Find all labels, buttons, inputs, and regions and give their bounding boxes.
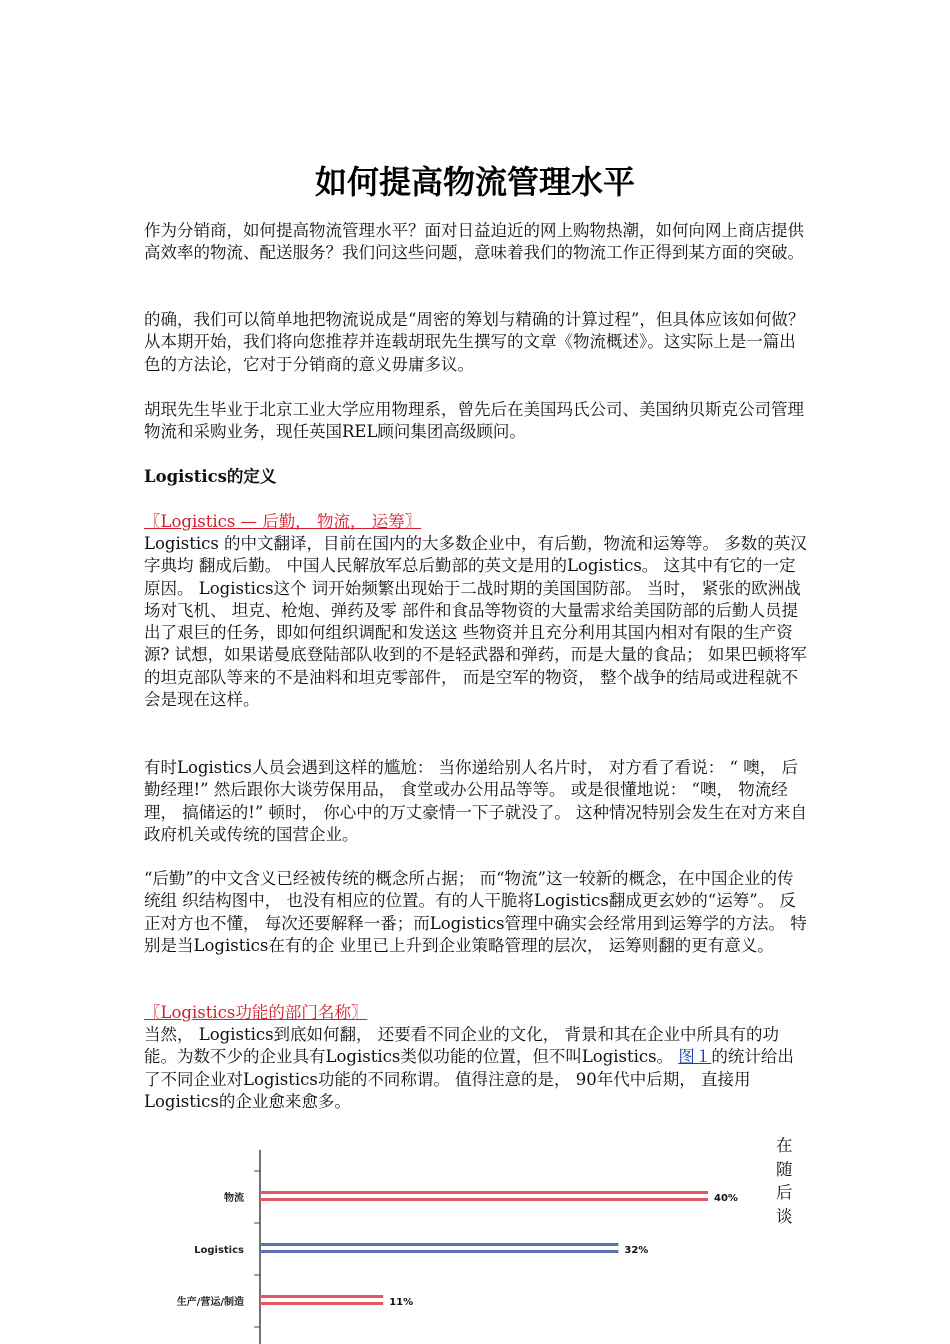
figure-1-link[interactable]: 图１ [678, 1047, 712, 1067]
side-note-char: 在 [776, 1136, 793, 1155]
side-note-char: 谈 [776, 1206, 793, 1226]
category-label: Logistics [194, 1245, 244, 1256]
section-2-paragraph-1 [144, 1024, 808, 1113]
page-title: 如何提高物流管理水平 [314, 163, 635, 201]
value-label: 32% [624, 1245, 649, 1256]
bar [260, 1243, 618, 1246]
intro-paragraph-2: 的确，我们可以简单地把物流说成是“周密的筹划与精确的计算过程”，但具体应该如何做？从本期开始，我们将向您推荐并连载胡珉先生撰写的文章《物流概述》。这实际上是一篇出色的方法论，它对于分销商的意义毋庸多议。 [144, 310, 805, 374]
category-label: 生产/营运/制造 [176, 1297, 244, 1308]
bar-stripe [260, 1302, 383, 1305]
section-2-text-before: 当然， Logistics到底如何翻， 还要看不同企业的文化， 背景和其在企业中所具有的功能。为数不少的企业具有Logistics类似功能的位置，但不叫Logistics。 [144, 1025, 780, 1067]
section-1-paragraph-2: 有时Logistics人员会遇到这样的尴尬： 当你递给别人名片时， 对方看了看说： “ 噢， 后勤经理!” 然后跟你大谈劳保用品， 食堂或办公用品等等。 或是很懂地说： “噢， 物流经理， 搞储运的!” 顿时， 你心中的万丈豪情一下子就没了。 这种情况特别会发生在对方来自政府机关或传统的国营企业。 [144, 758, 808, 844]
bar-stripe [260, 1198, 708, 1201]
section-heading: Logistics的定义 [144, 467, 277, 486]
bar [260, 1295, 383, 1298]
value-label: 40% [714, 1193, 738, 1204]
section-2-text-after: 的统计给出了不同企业对Logistics功能的不同称谓。 值得注意的是， 90年代中后期， 直接用Logistics的企业愈来愈多。 [144, 1047, 794, 1111]
bar-stripe [260, 1250, 618, 1253]
intro-paragraph-3: 胡珉先生毕业于北京工业大学应用物理系，曾先后在美国玛氏公司、美国纳贝斯克公司管理物流和采购业务，现任英国REL顾问集团高级顾问。 [144, 400, 804, 442]
side-note-char: 随 [776, 1159, 793, 1179]
intro-paragraph-1: 作为分销商，如何提高物流管理水平？面对日益迫近的网上购物热潮，如何向网上商店提供高效率的物流、配送服务？我们问这些问题，意味着我们的物流工作正得到某方面的突破。 [144, 221, 804, 263]
side-note [776, 1134, 796, 1228]
section-1-paragraph-3: “后勤”的中文含义已经被传统的概念所占据； 而“物流”这一较新的概念，在中国企业的传统组 织结构图中， 也没有相应的位置。有的人干脆将Logistics翻成更玄妙的“运筹”。 反正对方也不懂， 每次还要解释一番；而Logistics管理中确实会经常用到运筹学的方法。 特别是当Logistics在有的企 业里已上升到企业策略管理的层次， 运筹则翻的更有意义。 [144, 869, 807, 955]
section-2-title-link[interactable]: 〖Logistics功能的部门名称〗 [144, 1003, 368, 1022]
category-label: 物流 [224, 1193, 244, 1204]
section-1-title[interactable] [144, 511, 808, 533]
section-2-title[interactable] [144, 1002, 808, 1024]
figure-1-chart [150, 1140, 770, 1344]
section-1-paragraph-1: Logistics 的中文翻译，目前在国内的大多数企业中，有后勤，物流和运筹等。 多数的英汉字典均 翻成后勤。 中国人民解放军总后勤部的英文是用的Logistics。 这其中有它的一定原因。 Logistics这个 词开始频繁出现始于二战时期的美国国防部。 当时， 紧张的欧洲战场对飞机、 坦克、枪炮、弹药及零 部件和食品等物资的大量需求给美国防部的后勤人员提出了艰巨的任务，即如何组织调配和发送这 些物资并且充分利用其国内相对有限的生产资源? 试想，如果诺曼底登陆部队收到的不是轻武器和弹药，而是大量的食品； 如果巴顿将军的坦克部队等来的不是油料和坦克零部件， 而是空军的物资， 整个战争的结局或进程就不会是现在这样。 [144, 534, 807, 710]
side-note-char: 后 [776, 1183, 793, 1202]
value-label: 11% [389, 1297, 414, 1308]
section-1-title-link[interactable]: 〖Logistics — 后勤， 物流， 运筹〗 [144, 512, 422, 531]
bar [260, 1191, 708, 1194]
